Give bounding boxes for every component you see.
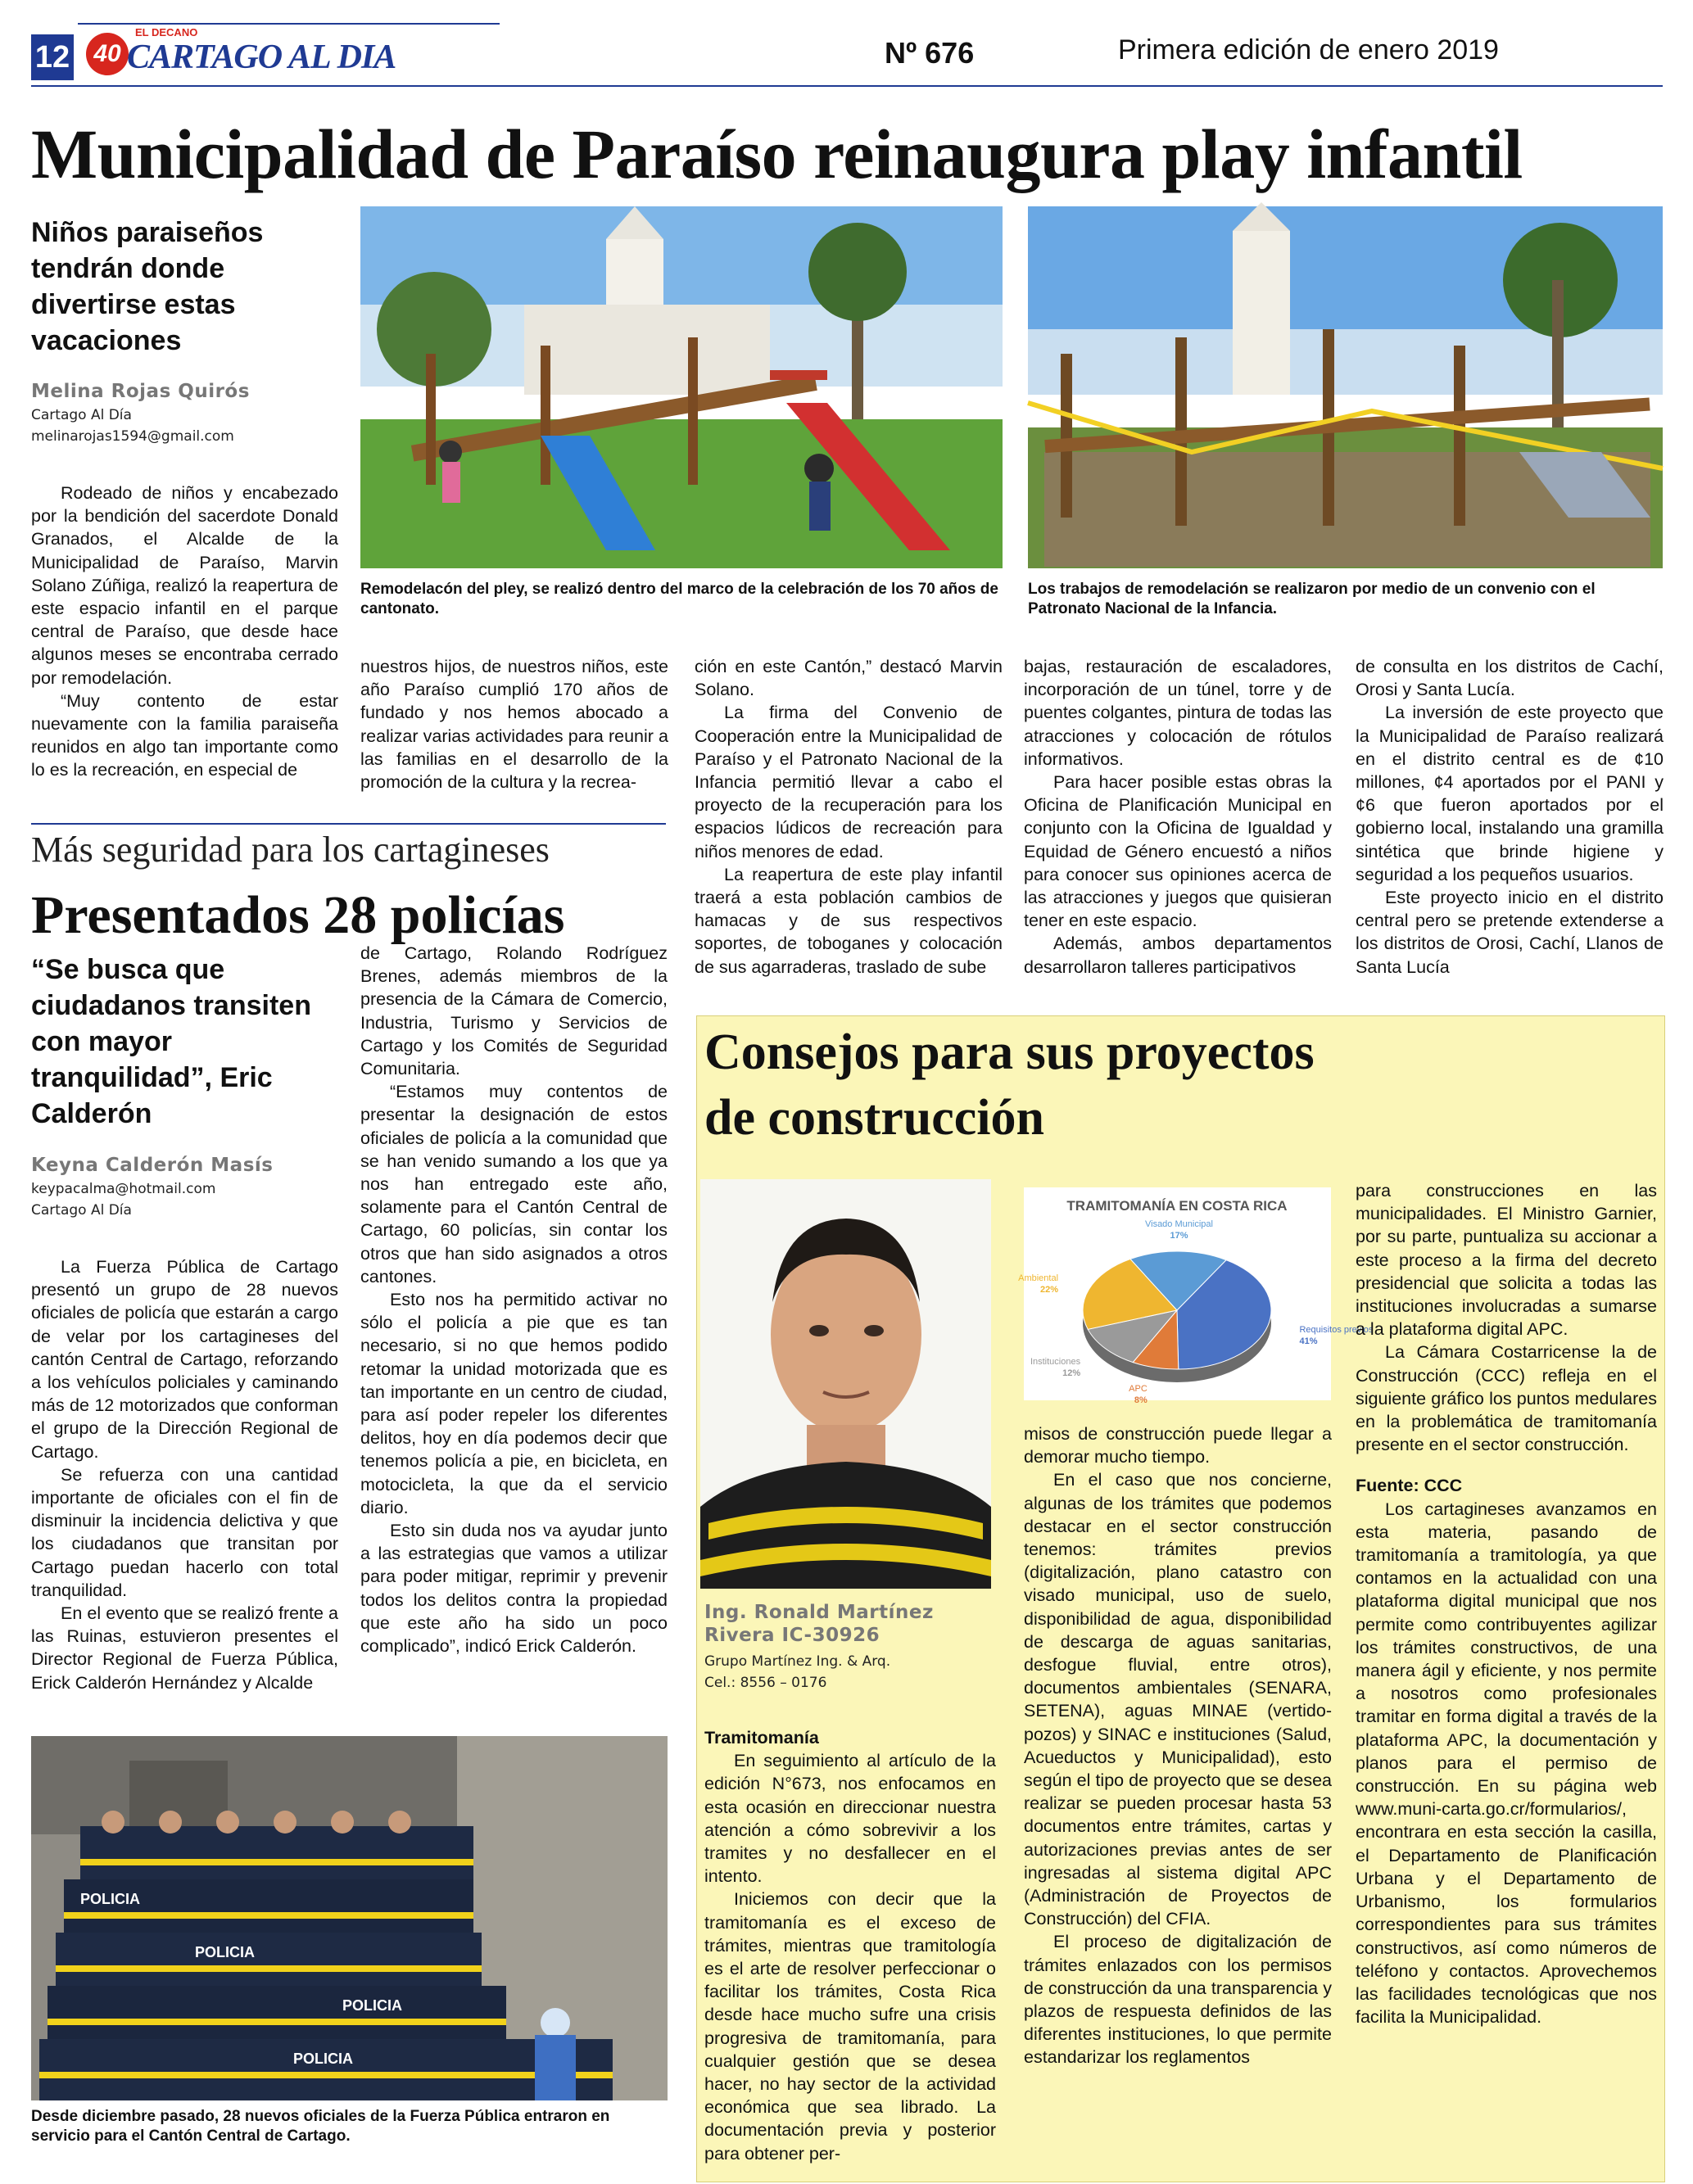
article2-email: keypacalma@hotmail.com	[31, 1181, 216, 1197]
article1-col4	[1024, 655, 1332, 979]
paragraph: Además, ambos departamentos desarrollaron talleres participativos	[1024, 934, 1332, 977]
logo	[78, 25, 396, 82]
paragraph: Se refuerza con una cantidad importante de oficiales con el fin de disminuir la incidencia delictiva y que los ciudadanos que transitan por Cartago puedan hacerlo con total tranquilidad.	[31, 1464, 338, 1600]
vest-label: POLICIA	[80, 1891, 141, 1907]
playground-photo-1	[360, 206, 1003, 568]
masthead	[0, 0, 1693, 90]
paragraph: Los cartagineses avanzamos en esta materia, pasando de tramitomanía a tramitología, ya que contamos en la actualidad con una plataforma digital municipal que nos permite como contribuyentes agilizar los trámites constructivos, de una manera ágil y eficiente, y nos permite a nosotros como profesionales tramitar en forma digital a través de la plataforma APC, la documentación y planos para el permiso de construcción. En su página web www.muni-carta.go.cr/formularios/, encontrara en esta sección la casilla, el Departamento de Planificación Urbana y el Departamento de Urbanismo, los formularios correspondientes para sus trámites constructivos, así como números de teléfono y contactos. Aprovechemos las facilidades tecnológicas que nos facilita la Municipalidad.	[1356, 1499, 1657, 2028]
article3-phone: Cel.: 8556 – 0176	[704, 1675, 827, 1691]
article1-email: melinarojas1594@gmail.com	[31, 428, 234, 445]
pie-slice-value: 17%	[1170, 1231, 1188, 1241]
vest-label: POLICIA	[342, 1997, 403, 2014]
article1-deck: Niños paraiseños tendrán donde divertirse estas vacaciones	[31, 217, 264, 356]
paragraph: Este proyecto inicio en el distrito central pero se pretende extenderse a los distritos de Orosi, Cachí, Llanos de Santa Lucía	[1356, 888, 1664, 977]
article2-author: Keyna Calderón Masís	[31, 1155, 274, 1176]
tramitomania-chart	[1018, 1187, 1374, 1406]
police-group-photo-image	[31, 1736, 668, 2100]
article1-author: Melina Rojas Quirós	[31, 381, 250, 402]
article3-headline	[704, 1020, 1646, 1151]
paragraph: Esto nos ha permitido activar no sólo el policía a pie que es tan necesario, si no que hemos podido retomar la unidad motorizada que es tan importante en un centro de ciudad, para así poder repeler los diferentes delitos, hoy en día podemos decir que tenemos policía a pie, en bicicleta, en motocicleta, la que da el servicio diario.	[360, 1290, 668, 1517]
article3-headline-line2: de construcción	[704, 1090, 1045, 1146]
paragraph: En el evento que se realizó frente a las Ruinas, estuvieron presentes el Director Regional de Fuerza Pública, Erick Calderón Hernández y Alcalde	[31, 1603, 338, 1693]
paragraph: nuestros hijos, de nuestros niños, este año Paraíso cumplió 170 años de fundado y nos hemos abocado a realizar varias actividades para reunir a las familias en el desarrollo de la promoción de la cultura y la recrea-	[360, 657, 668, 793]
article1-headline: Municipalidad de Paraíso reinaugura play infantil	[31, 115, 1523, 193]
pie-slice-value: 41%	[1299, 1336, 1318, 1346]
paragraph: Rodeado de niños y encabezado por la bendición del sacerdote Donald Granados, el Alcalde de la Municipalidad de Paraíso, Marvin Solano Zúñiga, realizó la reapertura de este espacio infantil en el parque central de Paraíso, que desde hace algunos meses se encontraba cerrado por remodelación.	[31, 483, 338, 688]
paragraph: ción en este Cantón,” destacó Marvin Solano.	[695, 657, 1003, 700]
pie-slice-label: Instituciones	[1030, 1357, 1081, 1368]
masthead-bottom-rule	[31, 85, 1663, 87]
paragraph: misos de construcción puede llegar a demorar mucho tiempo.	[1024, 1424, 1332, 1467]
pie-slice-value: 12%	[1062, 1368, 1081, 1379]
vest-label: POLICIA	[195, 1944, 256, 1960]
logo-badge: 40	[86, 33, 129, 75]
section-title: Tramitomanía	[704, 1728, 819, 1748]
chart-title: TRAMITOMANÍA EN COSTA RICA	[1066, 1198, 1288, 1214]
issue-number: Nº 676	[885, 36, 975, 70]
playground-photo-2-image	[1028, 206, 1663, 568]
author-portrait-image	[700, 1179, 991, 1589]
paragraph: de Cartago, Rolando Rodríguez Brenes, además miembros de la presencia de la Cámara de Comercio, Industria, Turismo y Servicios de Cartago y los Comités de Seguridad Comunitaria.	[360, 943, 668, 1079]
paragraph: “Muy contento de estar nuevamente con la familia paraiseña reunidos en algo tan importante como lo es la recreación, en especial de	[31, 690, 338, 780]
source-label: Fuente: CCC	[1356, 1476, 1463, 1496]
article3-company: Grupo Martínez Ing. & Arq.	[704, 1653, 891, 1670]
paragraph: para construcciones en las municipalidades. El Ministro Garnier, por su parte, puntualiza su accionar a este proceso a la firma del decreto presidencial que solicita a todas las instituciones involucradas a sumarse a la plataforma digital APC.	[1356, 1181, 1657, 1340]
author-portrait	[700, 1179, 991, 1589]
article1-byline	[31, 381, 359, 445]
article2-kicker: Más seguridad para los cartagineses	[31, 830, 550, 870]
pie-chart-svg	[1018, 1187, 1374, 1406]
pie-slice-label: Ambiental	[1018, 1273, 1059, 1283]
paragraph: En seguimiento al artículo de la edición N°673, nos enfocamos en esta ocasión en direccionar nuestra atención a cómo sobrevivir a los tramites y no desfallecer en el intento.	[704, 1751, 996, 1887]
photo-1-caption: Remodelacón del pley, se realizó dentro del marco de la celebración de los 70 años de cantonato.	[360, 581, 998, 617]
article2-col2	[360, 942, 668, 1657]
logo-small-text: EL DECANO	[135, 26, 198, 38]
paragraph: de consulta en los distritos de Cachí, Orosi y Santa Lucía.	[1356, 657, 1664, 700]
article2-outlet: Cartago Al Día	[31, 1202, 132, 1219]
article3-col1	[704, 1726, 996, 2165]
pie-slice-label: APC	[1129, 1384, 1148, 1395]
article2-headline: Presentados 28 policías	[31, 885, 565, 945]
article2-col1	[31, 1255, 338, 1694]
article1-col3	[695, 655, 1003, 979]
paragraph: Esto sin duda nos va ayudar junto a las estrategias que vamos a utilizar para poder mitigar, reprimir y prevenir todos los delitos contra la propiedad que este año ha sido un poco complicado”, indicó Erick Calderón.	[360, 1521, 668, 1657]
article2-quote: “Se busca que ciudadanos transiten con mayor tranquilidad”, Eric Calderón	[31, 954, 311, 1129]
paragraph: La Cámara Costarricense la de Construcción (CCC) refleja en el siguiente gráfico los puntos medulares en la problemática de tramitomanía presente en el sector construcción.	[1356, 1342, 1657, 1455]
paragraph: La inversión de este proyecto que la Municipalidad de Paraíso realizará en el distrito central es de ¢10 millones, ¢4 aportados por el PANI y ¢6 que fueron aportados por el gobierno local, instalando una gramilla sintética que brinde higiene y seguridad a los pequeños usuarios.	[1356, 703, 1664, 884]
article2-rule	[31, 823, 666, 825]
pie-slice-value: 8%	[1134, 1395, 1148, 1406]
playground-photo-1-image	[360, 206, 1003, 568]
edition-date: Primera edición de enero 2019	[1118, 34, 1499, 66]
article1-col5	[1356, 655, 1664, 979]
police-photo-caption: Desde diciembre pasado, 28 nuevos oficiales de la Fuerza Pública entraron en servicio para el Cantón Central de Cartago.	[31, 2108, 610, 2145]
article2-byline	[31, 1155, 359, 1219]
article3-col3	[1356, 1179, 1657, 2028]
article3-headline-line1: Consejos para sus proyectos	[704, 1024, 1315, 1080]
author-info	[704, 1601, 991, 1691]
paragraph: “Estamos muy contentos de presentar la designación de estos oficiales de policía a la comunidad que se han venido sumando a los que ya nos han entregado este año, solamente para el Cantón Central de Cartago, 60 policías, sin contar los otros que han sido asignados a otros cantones.	[360, 1082, 668, 1286]
article1-col1	[31, 482, 338, 782]
paragraph: En el caso que nos concierne, algunas de los trámites que podemos destacar en el sector construcción tenemos: trámites previos (digitalización, plano catastro con visado municipal, uso de suelo, disponibilidad de agua, disponibilidad de descarga de aguas sanitarias, desfogue fluvial, entre otros), documentos ambientales (SENARA, SETENA), aguas MINAE (vertido-pozos) y SINAC e instituciones (Salud, Acueductos y Municipalidad), esto según el tipo de proyecto que se desea realizar se pueden procesar hasta 53 documentos entre trámites, cartas y autorizaciones previas antes de ser ingresadas al sistema digital APC (Administración de Proyectos de Construcción) del CFIA.	[1024, 1470, 1332, 1929]
article1-outlet: Cartago Al Día	[31, 407, 132, 423]
paragraph: La Fuerza Pública de Cartago presentó un grupo de 28 nuevos oficiales de policía que estarán a cargo de velar por los cartagineses del cantón Central de Cartago, reforzando a los vehículos policiales y caminando más de 12 motorizados que conforman el grupo de la Dirección Regional de Cartago.	[31, 1257, 338, 1462]
paragraph: bajas, restauración de escaladores, incorporación de un túnel, torre y de puentes colgantes, pintura de todas las atracciones y colocación de rótulos informativos.	[1024, 657, 1332, 769]
photo-2-caption: Los trabajos de remodelación se realizaron por medio de un convenio con el Patronato Nacional de la Infancia.	[1028, 581, 1596, 617]
pie-slice-label: Requisitos previos	[1299, 1324, 1374, 1335]
playground-photo-2	[1028, 206, 1663, 568]
police-group-photo	[31, 1736, 668, 2100]
article1-col2	[360, 655, 668, 794]
paragraph: La firma del Convenio de Cooperación entre la Municipalidad de Paraíso y el Patronato Nacional de la Infancia permitió llevar a cabo el proyecto de la recuperación para los espacios lúdicos de recreación para niños menores de edad.	[695, 703, 1003, 861]
article3-author: Ing. Ronald Martínez Rivera IC-30926	[704, 1602, 934, 1646]
vest-label: POLICIA	[293, 2051, 354, 2067]
article3-col2	[1024, 1422, 1332, 2069]
paragraph: Iniciemos con decir que la tramitomanía es el exceso de trámites, mientras que tramitología es el arte de resolver perfeccionar o facilitar los trámites, Costa Rica desde hace mucho sufre una crisis progresiva de tramitomanía, para cualquier gestión que se desea hacer, no hay sector de la actividad económica que sea librado. La documentación previa y posterior para obtener per-	[704, 1889, 996, 2164]
paragraph: Para hacer posible estas obras la Oficina de Planificación Municipal en conjunto con la Oficina de Igualdad y Equidad de Género encuestó a niños para conocer sus opiniones acerca de las atracciones y juegos que quisieran tener en este espacio.	[1024, 772, 1332, 931]
paragraph: El proceso de digitalización de trámites enlazados con los permisos de construcción da una transparencia y plazos de respuesta definidos de las diferentes instituciones, lo que permite estandarizar los reglamentos	[1024, 1932, 1332, 2068]
masthead-rule	[78, 23, 500, 25]
pie-slice-label: Visado Municipal	[1144, 1219, 1213, 1230]
paragraph: La reapertura de este play infantil traerá a esta población cambios de hamacas y de sus respectivos soportes, de toboganes y colocación de sus agarraderas, traslado de sube	[695, 864, 1003, 977]
logo-main-text: CARTAGO AL DIA	[127, 38, 396, 76]
page-number: 12	[31, 34, 74, 80]
pie-slice-value: 22%	[1039, 1284, 1059, 1295]
